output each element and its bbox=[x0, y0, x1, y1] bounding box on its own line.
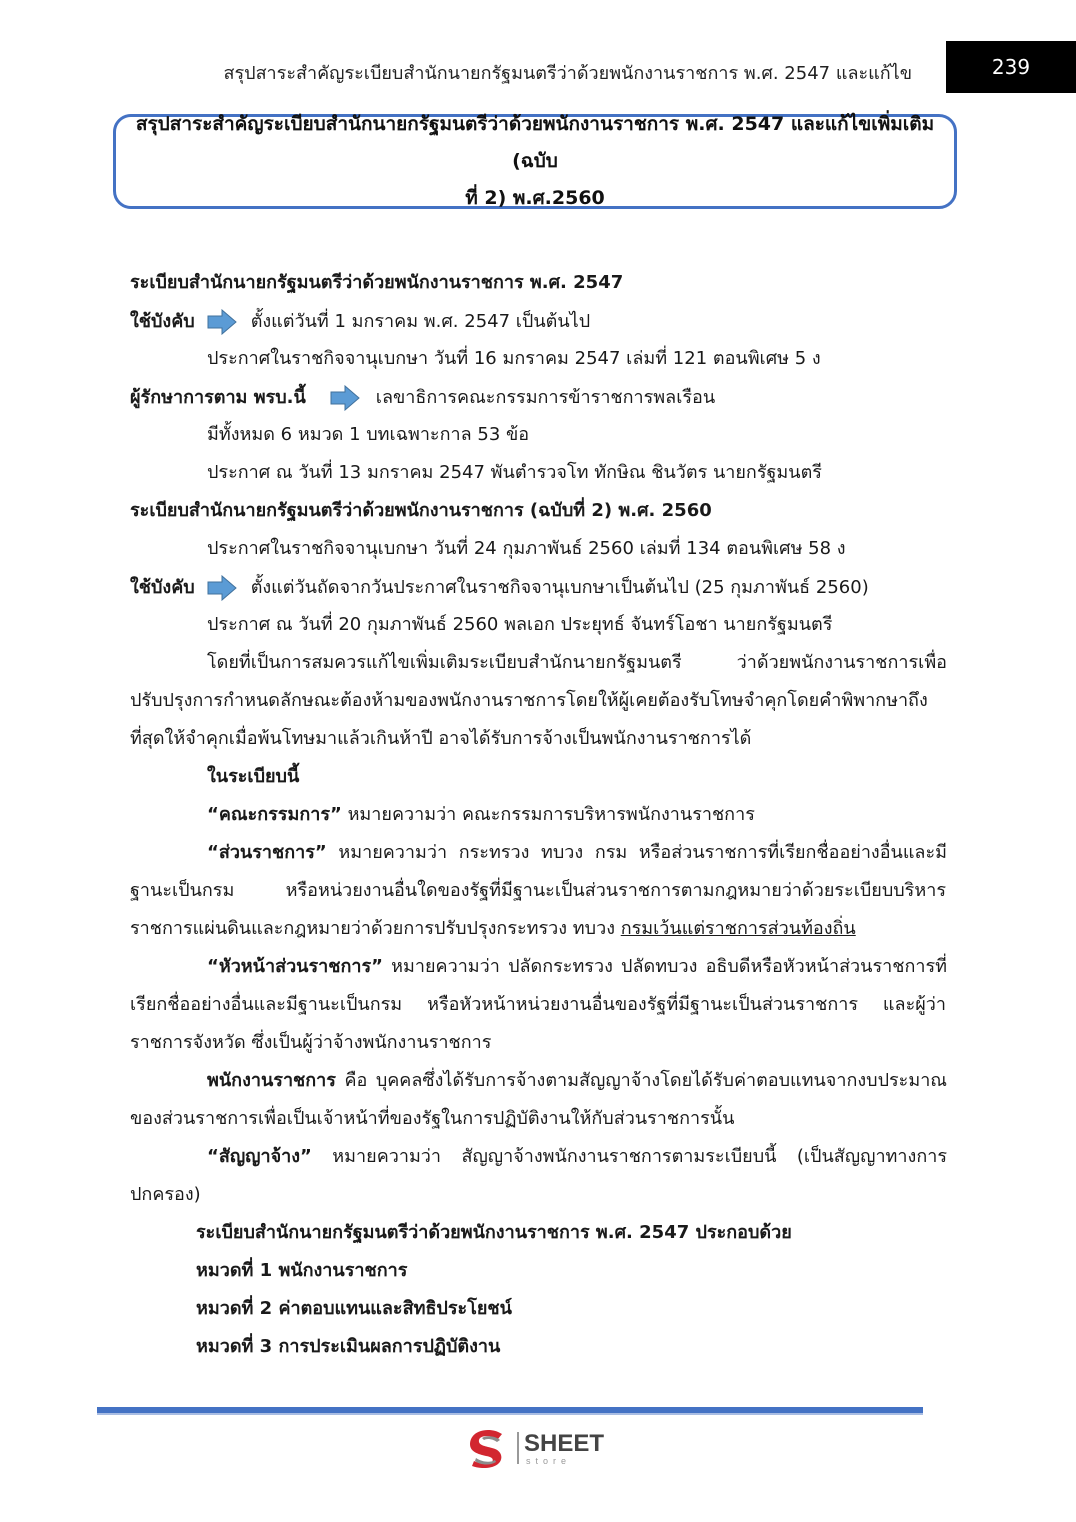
term: “ส่วนราชการ” bbox=[207, 842, 327, 863]
definitions-intro: ในระเบียบนี้ bbox=[207, 766, 300, 787]
announced-2560: ประกาศ ณ วันที่ 20 กุมภาพันธ์ 2560 พลเอก ประยุทธ์ จันทร์โอชา นายกรัฐมนตรี bbox=[207, 614, 833, 635]
definition-head-line-3: ราชการจังหวัด ซึ่งเป็นผู้ว่าจ้างพนักงานราชการ bbox=[130, 1032, 492, 1053]
definition-head-line-2: เรียกชื่ออย่างอื่นและมีฐานะเป็นกรม หรือหัวหน้าหน่วยงานอื่นของรัฐที่มีฐานะเป็นส่วนราชการ และผู้ว่า bbox=[130, 994, 946, 1015]
keeper-value: เลขาธิการคณะกรรมการข้าราชการพลเรือน bbox=[375, 387, 716, 408]
enforce-label: ใช้บังคับ bbox=[130, 577, 195, 598]
definition-contract-line-1 bbox=[207, 1145, 947, 1171]
arrow-right-icon bbox=[207, 309, 237, 335]
running-header: สรุปสาระสำคัญระเบียบสำนักนายกรัฐมนตรีว่าด้วยพนักงานราชการ พ.ศ. 2547 และแก้ไข bbox=[223, 63, 912, 84]
logo-divider bbox=[517, 1432, 519, 1464]
definition-agency-line-3 bbox=[130, 917, 946, 943]
enforce-row-2547 bbox=[130, 309, 946, 335]
reason-line-2: ปรับปรุงการกำหนดลักษณะต้องห้ามของพนักงานราชการโดยให้ผู้เคยต้องรับโทษจำคุกโดยคำพิพากษาถึง bbox=[130, 690, 928, 711]
title-line-2: ที่ 2) พ.ศ.2560 bbox=[465, 187, 605, 209]
definition-contract-line-2: ปกครอง) bbox=[130, 1184, 201, 1205]
definition-employee-line-1 bbox=[207, 1069, 947, 1095]
document-title bbox=[130, 106, 940, 217]
chapter-item: หมวดที่ 2 ค่าตอบแทนและสิทธิประโยชน์ bbox=[196, 1298, 512, 1319]
chapter-item: หมวดที่ 1 พนักงานราชการ bbox=[196, 1260, 408, 1281]
definition-agency-line-1 bbox=[207, 841, 947, 867]
reason-line-1: โดยที่เป็นการสมควรแก้ไขเพิ่มเติมระเบียบสำนักนายกรัฐมนตรี ว่าด้วยพนักงานราชการเพื่อ bbox=[207, 652, 947, 673]
keeper-label: ผู้รักษาการตาม พรบ.นี้ bbox=[130, 387, 306, 408]
keeper-row bbox=[130, 385, 946, 411]
definition-employee-line-2: ของส่วนราชการเพื่อเป็นเจ้าหน้าที่ของรัฐในการปฏิบัติงานให้กับส่วนราชการนั้น bbox=[130, 1108, 735, 1129]
gazette-2560: ประกาศในราชกิจจานุเบกษา วันที่ 24 กุมภาพันธ์ 2560 เล่มที่ 134 ตอนพิเศษ 58 ง bbox=[207, 538, 846, 559]
term: “คณะกรรมการ” bbox=[207, 804, 342, 825]
title-box bbox=[113, 114, 957, 209]
footer-rule-shadow bbox=[97, 1413, 923, 1415]
term: “สัญญาจ้าง” bbox=[207, 1146, 312, 1167]
announced-2547: ประกาศ ณ วันที่ 13 มกราคม 2547 พันตำรวจโท ทักษิณ ชินวัตร นายกรัฐมนตรี bbox=[207, 462, 822, 483]
heading-2560: ระเบียบสำนักนายกรัฐมนตรีว่าด้วยพนักงานราชการ (ฉบับที่ 2) พ.ศ. 2560 bbox=[130, 500, 712, 521]
definition-head-line-1 bbox=[207, 955, 947, 981]
composition-heading: ระเบียบสำนักนายกรัฐมนตรีว่าด้วยพนักงานราชการ พ.ศ. 2547 ประกอบด้วย bbox=[196, 1222, 792, 1243]
enforce-row-2560 bbox=[130, 575, 946, 601]
reason-line-3: ที่สุดให้จำคุกเมื่อพ้นโทษมาแล้วเกินห้าปี อาจได้รับการจ้างเป็นพนักงานราชการได้ bbox=[130, 728, 752, 749]
logo-wordmark: SHEET bbox=[524, 1430, 605, 1457]
arrow-right-icon bbox=[330, 385, 360, 411]
logo-subtext: store bbox=[526, 1456, 572, 1466]
chapter-item: หมวดที่ 3 การประเมินผลการปฏิบัติงาน bbox=[196, 1336, 501, 1357]
definition-text: หมายความว่า กระทรวง ทบวง กรม หรือส่วนราชการที่เรียกชื่ออย่างอื่นและมี bbox=[326, 842, 947, 863]
gazette-2547: ประกาศในราชกิจจานุเบกษา วันที่ 16 มกราคม 2547 เล่มที่ 121 ตอนพิเศษ 5 ง bbox=[207, 348, 821, 369]
chapter-count: มีทั้งหมด 6 หมวด 1 บทเฉพาะกาล 53 ข้อ bbox=[207, 424, 530, 445]
arrow-right-icon bbox=[207, 575, 237, 601]
enforce-label: ใช้บังคับ bbox=[130, 311, 195, 332]
definition-text: หมายความว่า ปลัดกระทรวง ปลัดทบวง อธิบดีหรือหัวหน้าส่วนราชการที่ bbox=[382, 956, 947, 977]
definition-text: คือ บุคคลซึ่งได้รับการจ้างตามสัญญาจ้างโดยได้รับค่าตอบแทนจากงบประมาณ bbox=[335, 1070, 947, 1091]
title-line-1: สรุปสาระสำคัญระเบียบสำนักนายกรัฐมนตรีว่าด้วยพนักงานราชการ พ.ศ. 2547 และแก้ไขเพิ่มเติม (ฉบับ bbox=[135, 113, 935, 172]
term: พนักงานราชการ bbox=[207, 1070, 336, 1091]
definition-text: ราชการแผ่นดินและกฎหมายว่าด้วยการปรับปรุงกระทรวง ทบวง bbox=[130, 918, 621, 939]
sheet-logo-icon bbox=[466, 1428, 510, 1468]
definition-text: หมายความว่า สัญญาจ้างพนักงานราชการตามระเบียบนี้ (เป็นสัญญาทางการ bbox=[311, 1146, 947, 1167]
definition-text: หมายความว่า คณะกรรมการบริหารพนักงานราชการ bbox=[341, 804, 755, 825]
definition-agency-line-2: ฐานะเป็นกรม หรือหน่วยงานอื่นใดของรัฐที่มีฐานะเป็นส่วนราชการตามกฎหมายว่าด้วยระเบียบบริหาร bbox=[130, 880, 946, 901]
enforce-value: ตั้งแต่วันที่ 1 มกราคม พ.ศ. 2547 เป็นต้นไป bbox=[250, 311, 591, 332]
definition-committee bbox=[207, 803, 947, 829]
term: “หัวหน้าส่วนราชการ” bbox=[207, 956, 383, 977]
enforce-value: ตั้งแต่วันถัดจากวันประกาศในราชกิจจานุเบกษาเป็นต้นไป (25 กุมภาพันธ์ 2560) bbox=[250, 577, 869, 598]
page-number: 239 bbox=[946, 41, 1076, 93]
heading-2547: ระเบียบสำนักนายกรัฐมนตรีว่าด้วยพนักงานราชการ พ.ศ. 2547 bbox=[130, 272, 624, 293]
sheet-store-logo bbox=[466, 1428, 616, 1468]
underlined-text: กรมเว้นแต่ราชการส่วนท้องถิ่น bbox=[620, 918, 856, 939]
